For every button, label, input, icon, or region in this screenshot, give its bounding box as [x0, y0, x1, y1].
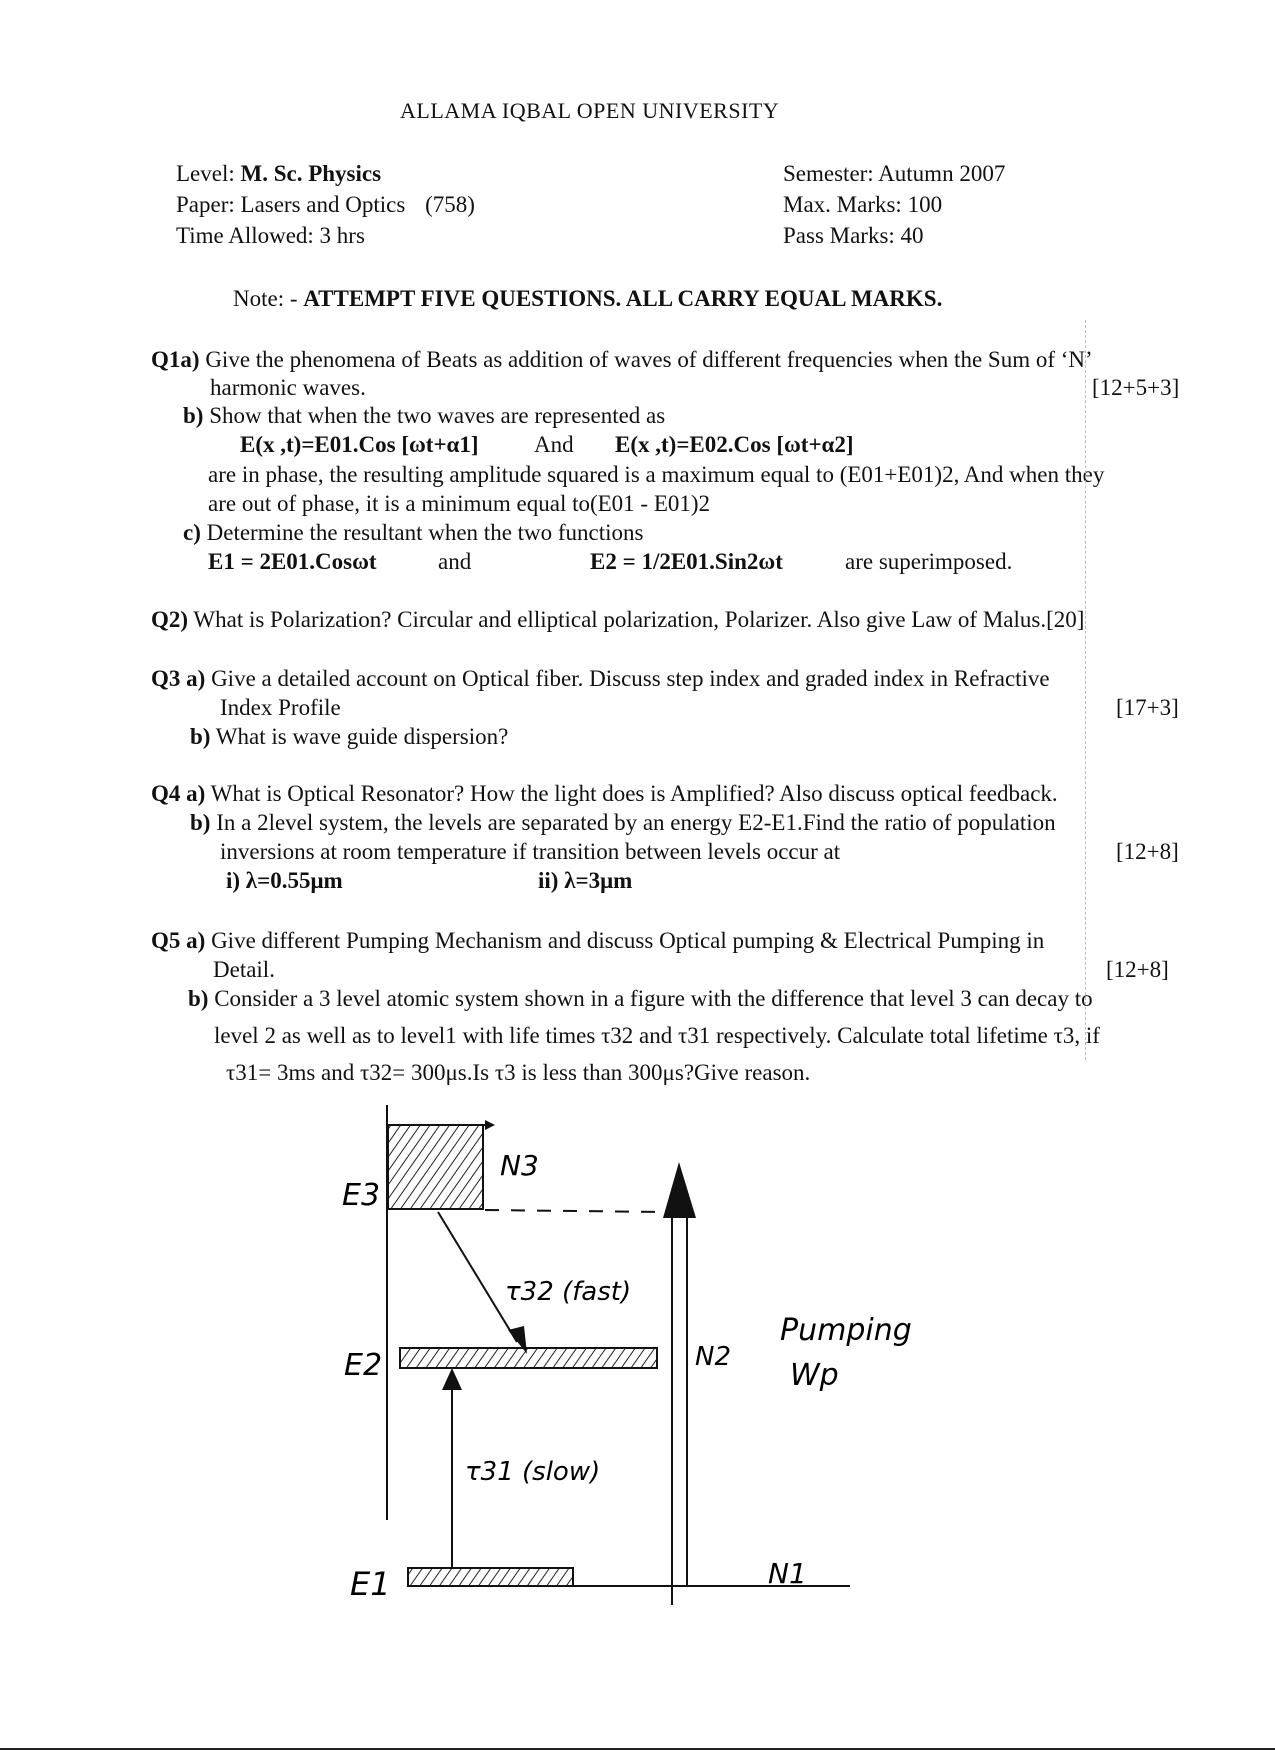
q1-c-line1 [183, 519, 644, 547]
max-marks: Max. Marks: 100 [783, 192, 943, 217]
level-2-bar [400, 1348, 657, 1368]
pass-marks: Pass Marks: 40 [783, 223, 924, 248]
q2-text: What is Polarization? Circular and elliptical polarization, Polarizer. Also give Law of Malus.[20] [193, 607, 1085, 632]
q1-b-line1 [183, 402, 665, 430]
label-tau32: τ32 (fast) [505, 1277, 632, 1307]
q2-line [151, 606, 1084, 634]
q4-a-text: What is Optical Resonator? How the light does is Amplified? Also discuss optical feedback. [210, 781, 1058, 806]
q1-b-label: b) [183, 403, 204, 428]
q4-b-line2: inversions at room temperature if transition between levels occur at [220, 839, 841, 864]
page-bottom-border [0, 1748, 1275, 1750]
q1-function-2: E2 = 1/2E01.Sin2ωt [590, 549, 783, 574]
q3-a-text: Give a detailed account on Optical fiber. Discuss step index and graded index in Refractive [211, 666, 1050, 691]
q1-function-end: are superimposed. [845, 549, 1013, 574]
q1-a-line2: harmonic waves. [210, 375, 366, 400]
level-label: Level: [176, 161, 235, 186]
label-pumping: Pumping [780, 1313, 912, 1348]
paper-value: Lasers and Optics [240, 192, 406, 217]
margin-scan-mark [1085, 320, 1086, 1060]
q4-option-ii: ii) λ=3μm [538, 868, 633, 893]
label-wp: Wp [790, 1358, 839, 1393]
note-prefix: Note: - [233, 286, 298, 311]
pump-arrow-head [663, 1162, 696, 1218]
q3-b-label: b) [190, 724, 211, 749]
q1-c-text: Determine the resultant when the two functions [206, 520, 644, 545]
q1-a-line1 [151, 346, 1093, 374]
note-line [233, 286, 942, 312]
q1-a-text: Give the phenomena of Beats as addition of waves of different frequencies when the Sum of ‘N’ [205, 347, 1093, 372]
q1-b-text: Show that when the two waves are represented as [209, 403, 666, 428]
q3-marks: [17+3] [1116, 695, 1179, 720]
label-e3: E3 [342, 1178, 381, 1213]
label-e2: E2 [344, 1348, 383, 1383]
q1-b-line3: are out of phase, it is a minimum equal to(E01 - E01)2 [208, 491, 711, 516]
label-e1: E1 [350, 1565, 391, 1603]
paper-line [176, 191, 475, 219]
q5-b-line3: τ31= 3ms and τ32= 300μs.Is τ3 is less than 300μs?Give reason. [226, 1060, 811, 1085]
q1-equation-1: E(x ,t)=E01.Cos [ωt+α1] [240, 432, 479, 457]
level-3-block [388, 1125, 483, 1209]
q3-b-line [190, 723, 508, 751]
q5-b-line2: level 2 as well as to level1 with life times τ32 and τ31 respectively. Calculate total lifetime τ3, if [214, 1023, 1100, 1048]
paper-label: Paper: [176, 192, 235, 217]
label-n1: N1 [768, 1557, 807, 1590]
q1-function-and: and [438, 549, 472, 574]
q4-b-text: In a 2level system, the levels are separated by an energy E2-E1.Find the ratio of population [216, 810, 1056, 835]
semester: Semester: Autumn 2007 [783, 161, 1006, 186]
level-value: M. Sc. Physics [240, 161, 382, 186]
q3-a-line1 [151, 665, 1050, 693]
q1-marks: [12+5+3] [1092, 375, 1180, 400]
q5-b-text: Consider a 3 level atomic system shown in a figure with the difference that level 3 can decay to [214, 986, 1093, 1011]
q4-marks: [12+8] [1116, 839, 1179, 864]
q5-b-label: b) [188, 986, 209, 1011]
q4-option-i: i) λ=0.55μm [226, 868, 343, 893]
top-arrow-head [485, 1120, 495, 1130]
q1-equation-2: E(x ,t)=E02.Cos [ωt+α2] [615, 432, 854, 457]
label-tau31: τ31 (slow) [465, 1457, 601, 1487]
q1-number: Q1a) [151, 347, 200, 372]
q3-a-line2: Index Profile [220, 695, 341, 720]
time-allowed: Time Allowed: 3 hrs [176, 223, 365, 248]
q1-equation-and: And [534, 432, 574, 457]
level-3-dashed [485, 1210, 665, 1212]
q4-b-line1 [190, 809, 1056, 837]
paper-code: (758) [425, 192, 475, 217]
q1-b-line2: are in phase, the resulting amplitude squared is a maximum equal to (E01+E01)2, And when they [208, 462, 1105, 487]
q5-number: Q5 a) [151, 928, 206, 953]
q4-number: Q4 a) [151, 781, 206, 806]
note-text: ATTEMPT FIVE QUESTIONS. ALL CARRY EQUAL MARKS. [303, 286, 943, 311]
level-1-bar [408, 1568, 573, 1586]
q5-a-text: Give different Pumping Mechanism and discuss Optical pumping & Electrical Pumping in [211, 928, 1045, 953]
q4-b-label: b) [190, 810, 211, 835]
q5-b-line1 [188, 985, 1093, 1013]
q3-b-text: What is wave guide dispersion? [215, 724, 509, 749]
q2-number: Q2) [151, 607, 189, 632]
level-line [176, 160, 381, 188]
q4-a-line [151, 780, 1058, 808]
q3-number: Q3 a) [151, 666, 206, 691]
label-n3: N3 [500, 1149, 539, 1182]
q5-a-line1 [151, 927, 1044, 955]
q5-marks: [12+8] [1106, 957, 1169, 982]
q1-c-label: c) [183, 520, 201, 545]
q1-function-1: E1 = 2E01.Cosωt [208, 549, 377, 574]
tau31-arrow-head [442, 1368, 462, 1390]
energy-level-diagram [320, 1100, 920, 1620]
q5-a-line2: Detail. [213, 957, 275, 982]
label-n2: N2 [695, 1342, 731, 1372]
university-title: ALLAMA IQBAL OPEN UNIVERSITY [400, 98, 780, 123]
